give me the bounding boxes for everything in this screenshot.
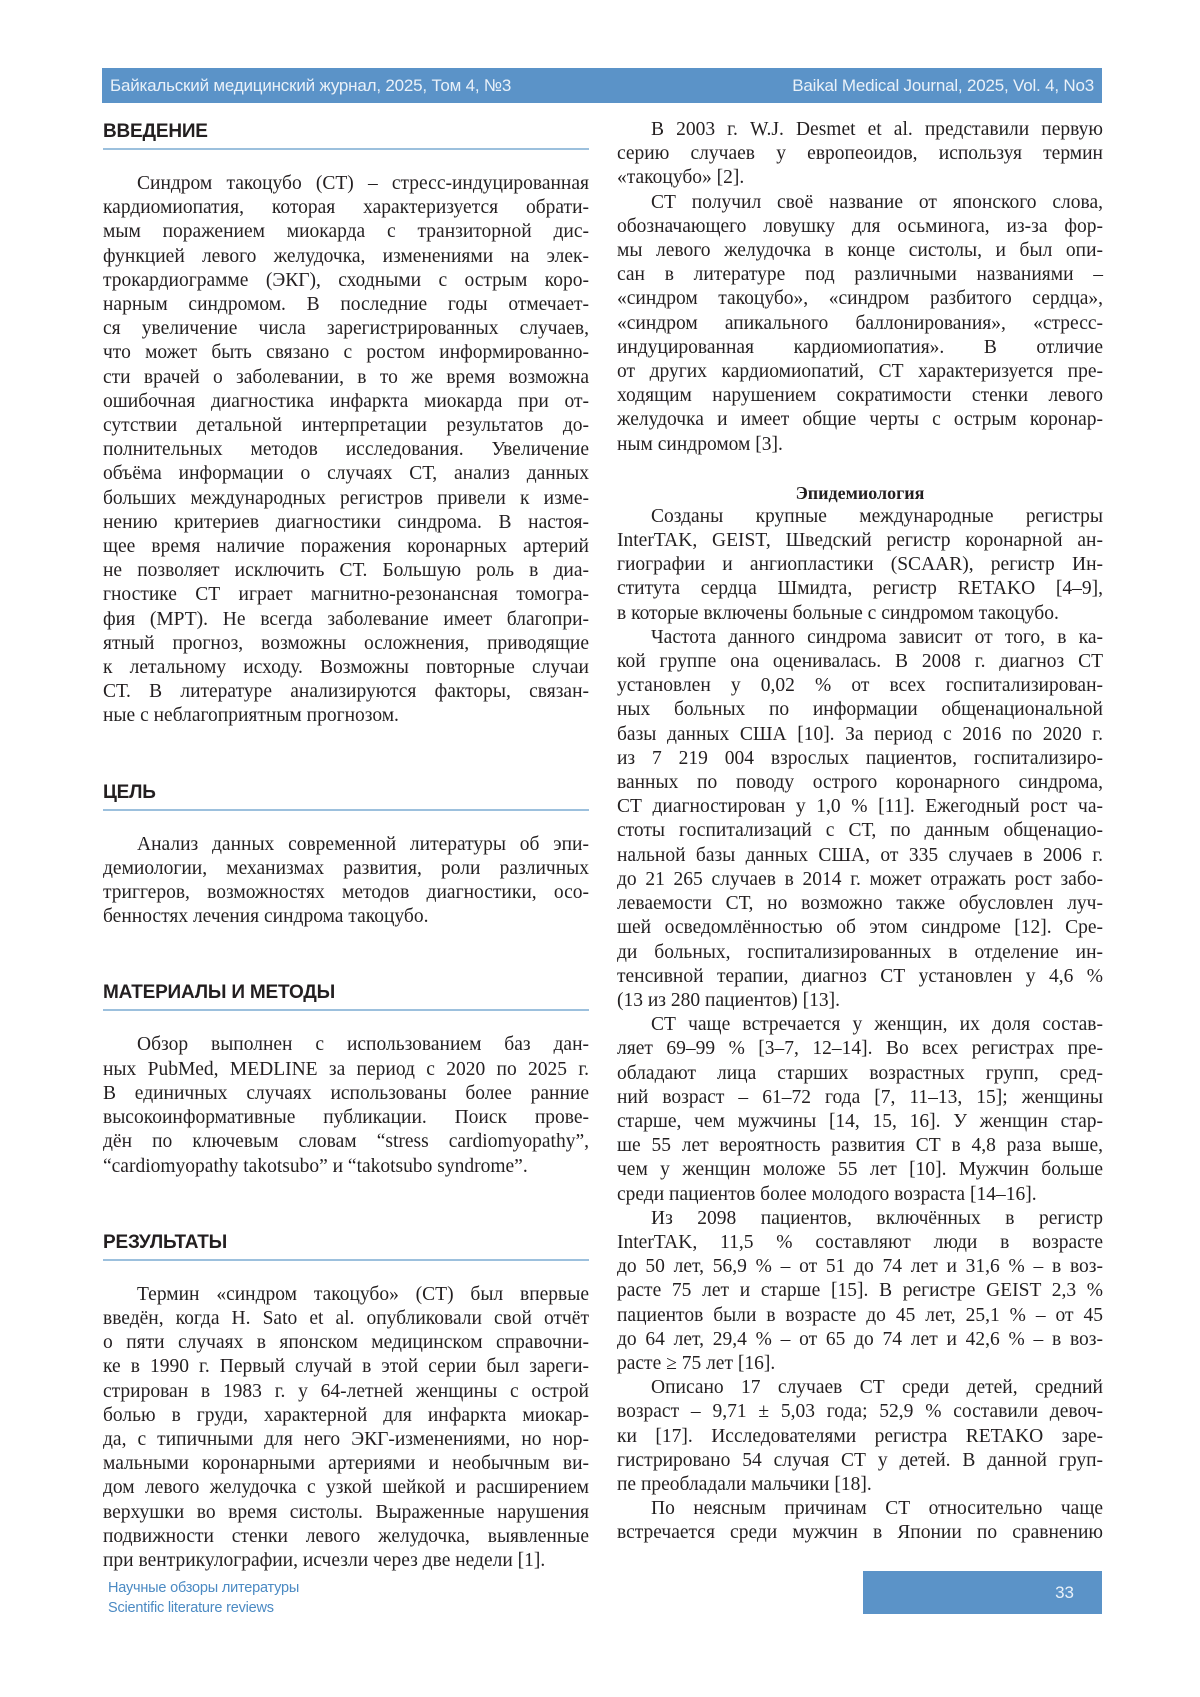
text-line: нению критериев диагностики синдрома. В настоя- (103, 511, 589, 533)
journal-header-bar (102, 68, 1102, 103)
children-paragraph (617, 1376, 1103, 1497)
text-line: объёма информации о случаях СТ, анализ данных (103, 463, 589, 485)
text-line: серию случаев у европеоидов, используя термин (617, 143, 1103, 165)
text-line: подвижности стенки левого желудочка, выявленные (103, 1525, 589, 1547)
text-line: «синдром такоцубо», «синдром разбитого сердца», (617, 288, 1103, 310)
text-line: обозначающего ловушку для осьминога, из-за фор- (617, 215, 1103, 237)
text-line: стоты госпитализаций с СТ, по данным общенацио- (617, 820, 1103, 842)
name-origin-paragraph (617, 191, 1103, 457)
text-line: индуцированная кардиомиопатия». В отличие (617, 336, 1103, 358)
text-line: ошибочная диагностика инфаркта миокарда при от- (103, 390, 589, 412)
text-line: при вентрикулографии, исчезли через две недели [1]. (103, 1549, 546, 1571)
text-line: больших международных регистров привели к изме- (103, 487, 589, 509)
text-line: ные с неблагоприятным прогнозом. (103, 705, 399, 727)
results-paragraph (103, 1283, 589, 1573)
text-line: установлен у 0,02 % от всех госпитализирован- (617, 675, 1103, 697)
page-number: 33 (1055, 1582, 1074, 1602)
text-line: желудочка и имеет общие черты с острым коронар- (617, 409, 1103, 431)
text-line: старше, чем мужчины [14, 15, 16]. У женщин стар- (617, 1110, 1103, 1132)
text-line: расте 75 лет и старше [15]. В регистре GEIST 2,3 % (617, 1280, 1103, 1302)
text-line: что может быть связано с ростом информированно- (103, 342, 589, 364)
heading-results: РЕЗУЛЬТАТЫ (103, 1229, 589, 1261)
text-line: встречается среди мужчин в Японии по сравнению (617, 1522, 1103, 1544)
text-line: к летальному исходу. Возможны повторные случаи (103, 657, 589, 679)
text-line: ний возраст – 61–72 года [7, 11–13, 15]; женщины (617, 1086, 1103, 1108)
text-line: «синдром апикального баллонирования», «стресс- (617, 312, 1103, 334)
heading-aim: ЦЕЛЬ (103, 779, 589, 811)
text-line: до 21 265 случаев в 2014 г. может отражать рост забо- (617, 868, 1103, 890)
text-line: обладают лица старших возрастных групп, сред- (617, 1062, 1103, 1084)
text-line: InterTAK, GEIST, Шведский регистр коронарной ан- (617, 530, 1103, 552)
text-line: шей осведомлённостью об этом синдроме [12]. Сре- (617, 917, 1103, 939)
text-line: ше 55 лет вероятность развития СТ в 4,8 раза выше, (617, 1135, 1103, 1157)
footer-section-ru: Научные обзоры литературы (108, 1580, 300, 1596)
text-line: ки [17]. Исследователями регистра RETAKO заре- (617, 1425, 1103, 1447)
frequency-paragraph (617, 626, 1103, 1013)
text-line: полнительных методов исследования. Увеличение (103, 439, 589, 461)
registries-paragraph (617, 505, 1103, 626)
text-line: пациентов были в возрасте до 45 лет, 25,1 % – от 45 (617, 1304, 1103, 1326)
text-line: от других кардиомиопатий, СТ характеризуется пре- (617, 361, 1103, 383)
text-line: функцией левого желудочка, изменениями на элек- (103, 245, 589, 267)
text-line: возраст – 9,71 ± 5,03 года; 52,9 % составили девоч- (617, 1401, 1103, 1423)
text-line: расте ≥ 75 лет [16]. (617, 1352, 776, 1374)
text-line: ных больных по информации общенациональной (617, 699, 1103, 721)
text-line: трокардиограмме (ЭКГ), сходными с острым коро- (103, 269, 589, 291)
text-line: стрирован в 1983 г. у 64-летней женщины с острой (103, 1380, 589, 1402)
text-line: Обзор выполнен с использованием баз дан- (137, 1034, 589, 1056)
intro-paragraph (103, 172, 589, 729)
text-line: ди больных, госпитализированных в отделение ин- (617, 941, 1103, 963)
desmet-paragraph (617, 118, 1103, 191)
text-line: ванных по поводу острого коронарного синдрома, (617, 772, 1103, 794)
text-line: кардиомиопатия, которая характеризуется обрати- (103, 197, 589, 219)
text-line: среди пациентов более молодого возраста [14–16]. (617, 1183, 1037, 1205)
text-line: гностике СТ играет магнитно-резонансная томогра- (103, 584, 589, 606)
text-line: мы левого желудочка в конце систолы, и был опи- (617, 240, 1103, 262)
methods-paragraph (103, 1033, 589, 1178)
text-line: тенсивной терапии, диагноз СТ установлен у 4,6 % (617, 965, 1103, 987)
journal-title-ru: Байкальский медицинский журнал, 2025, Том 4, №3 (110, 75, 512, 95)
left-column (103, 118, 589, 1573)
text-line: «такоцубо» [2]. (617, 167, 745, 189)
text-line: Термин «синдром такоцубо» (СТ) был впервые (137, 1283, 589, 1305)
text-line: щее время наличие поражения коронарных артерий (103, 536, 589, 558)
text-line: СТ получил своё название от японского слова, (651, 191, 1103, 213)
heading-methods: МАТЕРИАЛЫ И МЕТОДЫ (103, 979, 589, 1011)
text-line: да, с типичными для него ЭКГ-изменениями, но нор- (103, 1428, 589, 1450)
text-line: сти врачей о заболевании, в то же время возможна (103, 366, 589, 388)
page-number-box (863, 1571, 1102, 1614)
text-line: Описано 17 случаев СТ среди детей, средний (651, 1377, 1103, 1399)
text-line: ходящим нарушением сократимости стенки левого (617, 385, 1103, 407)
text-line: нарным синдромом. В последние годы отмечает- (103, 294, 589, 316)
intertak-age-paragraph (617, 1207, 1103, 1376)
text-line: высокоинформативные публикации. Поиск прове- (103, 1107, 589, 1129)
text-line: до 50 лет, 56,9 % – от 51 до 74 лет и 31,6 % – в воз- (617, 1256, 1103, 1278)
text-line: По неясным причинам СТ относительно чаще (651, 1498, 1103, 1520)
text-line: чем у женщин моложе 55 лет [10]. Мужчин больше (617, 1159, 1103, 1181)
text-line: до 64 лет, 29,4 % – от 65 до 74 лет и 42,6 % – в воз- (617, 1328, 1103, 1350)
text-line: дом левого желудочка с узкой шейкой и расширением (103, 1477, 589, 1499)
text-line: в которые включены больные с синдромом такоцубо. (617, 602, 1059, 624)
text-line: базы данных США [10]. За период с 2016 по 2020 г. (617, 723, 1103, 745)
japan-men-paragraph (617, 1497, 1103, 1545)
heading-introduction: ВВЕДЕНИЕ (103, 118, 589, 150)
text-line: сутствии детальной интерпретации результатов до- (103, 415, 589, 437)
text-line: из 7 219 004 взрослых пациентов, госпитализиро- (617, 747, 1103, 769)
text-line: В единичных случаях использованы более ранние (103, 1082, 589, 1104)
text-line: о пяти случаях в японском медицинском справочни- (103, 1332, 589, 1354)
text-line: СТ чаще встречается у женщин, их доля состав- (651, 1014, 1103, 1036)
text-line: триггеров, возможностях методов диагностики, осо- (103, 882, 589, 904)
text-line: дён по ключевым словам “stress cardiomyopathy”, (103, 1131, 589, 1153)
text-line: ляет 69–99 % [3–7, 12–14]. Во всех регистрах пре- (617, 1038, 1103, 1060)
text-line: ных PubMed, MEDLINE за период с 2020 по 2025 г. (103, 1058, 589, 1080)
text-line: гиографии и ангиопластики (SCAAR), регистр Ин- (617, 554, 1103, 576)
text-line: ке в 1990 г. Первый случай в этой серии был зареги- (103, 1356, 589, 1378)
journal-title-en: Baikal Medical Journal, 2025, Vol. 4, No3 (792, 75, 1094, 95)
text-line: ститута сердца Шмидта, регистр RETAKO [4–9], (617, 578, 1103, 600)
text-line: Из 2098 пациентов, включённых в регистр (651, 1207, 1103, 1229)
text-line: ным синдромом [3]. (617, 433, 783, 455)
text-line: Частота данного синдрома зависит от того, в ка- (651, 626, 1103, 648)
text-line: кой группе она оценивалась. В 2008 г. диагноз СТ (617, 651, 1103, 673)
heading-epidemiology: Эпидемиология (795, 482, 925, 503)
text-line: пе преобладали мальчики [18]. (617, 1473, 872, 1495)
text-line: гистрировано 54 случая СТ у детей. В данной груп- (617, 1449, 1103, 1471)
text-line: введён, когда H. Sato et al. опубликовали свой отчёт (103, 1307, 589, 1329)
footer-section-en: Scientific literature reviews (108, 1600, 274, 1616)
text-line: сан в литературе под различными названиями – (617, 264, 1103, 286)
text-line: демиологии, механизмах развития, роли различных (103, 857, 589, 879)
text-line: (13 из 280 пациентов) [13]. (617, 989, 841, 1011)
text-line: болью в груди, характерной для инфаркта миокар- (103, 1404, 589, 1426)
text-line: ся увеличение числа зарегистрированных случаев, (103, 318, 589, 340)
text-line: Созданы крупные международные регистры (651, 505, 1103, 527)
text-line: мым поражением миокарда с транзиторной дис- (103, 221, 589, 243)
text-line: Синдром такоцубо (СТ) – стресс-индуцированная (137, 173, 589, 194)
text-line: фия (МРТ). Не всегда заболевание имеет благопри- (103, 608, 589, 630)
text-line: СТ. В литературе анализируются факторы, связан- (103, 681, 589, 703)
right-column (617, 118, 1103, 1546)
text-line: мальными коронарными артериями и необычным ви- (103, 1453, 589, 1475)
text-line: нальной базы данных США, от 335 случаев в 2006 г. (617, 844, 1103, 866)
text-line: В 2003 г. W.J. Desmet et al. представили первую (651, 119, 1103, 140)
text-line: бенностях лечения синдрома такоцубо. (103, 906, 429, 928)
text-line: леваемости СТ, но возможно также обусловлен луч- (617, 893, 1103, 915)
text-line: ятный прогноз, возможны осложнения, приводящие (103, 632, 589, 654)
text-line: верхушки во время систолы. Выраженные нарушения (103, 1501, 589, 1523)
text-line: СТ диагностирован у 1,0 % [11]. Ежегодный рост ча- (617, 796, 1103, 818)
text-line: InterTAK, 11,5 % составляют люди в возрасте (617, 1231, 1103, 1253)
text-line: не позволяет исключить СТ. Большую роль в диа- (103, 560, 589, 582)
aim-paragraph (103, 833, 589, 930)
text-line: Анализ данных современной литературы об эпи- (137, 833, 589, 855)
sex-age-paragraph (617, 1013, 1103, 1207)
text-line: “cardiomyopathy takotsubo” и “takotsubo syndrome”. (103, 1155, 528, 1177)
footer-section-label (108, 1578, 299, 1618)
